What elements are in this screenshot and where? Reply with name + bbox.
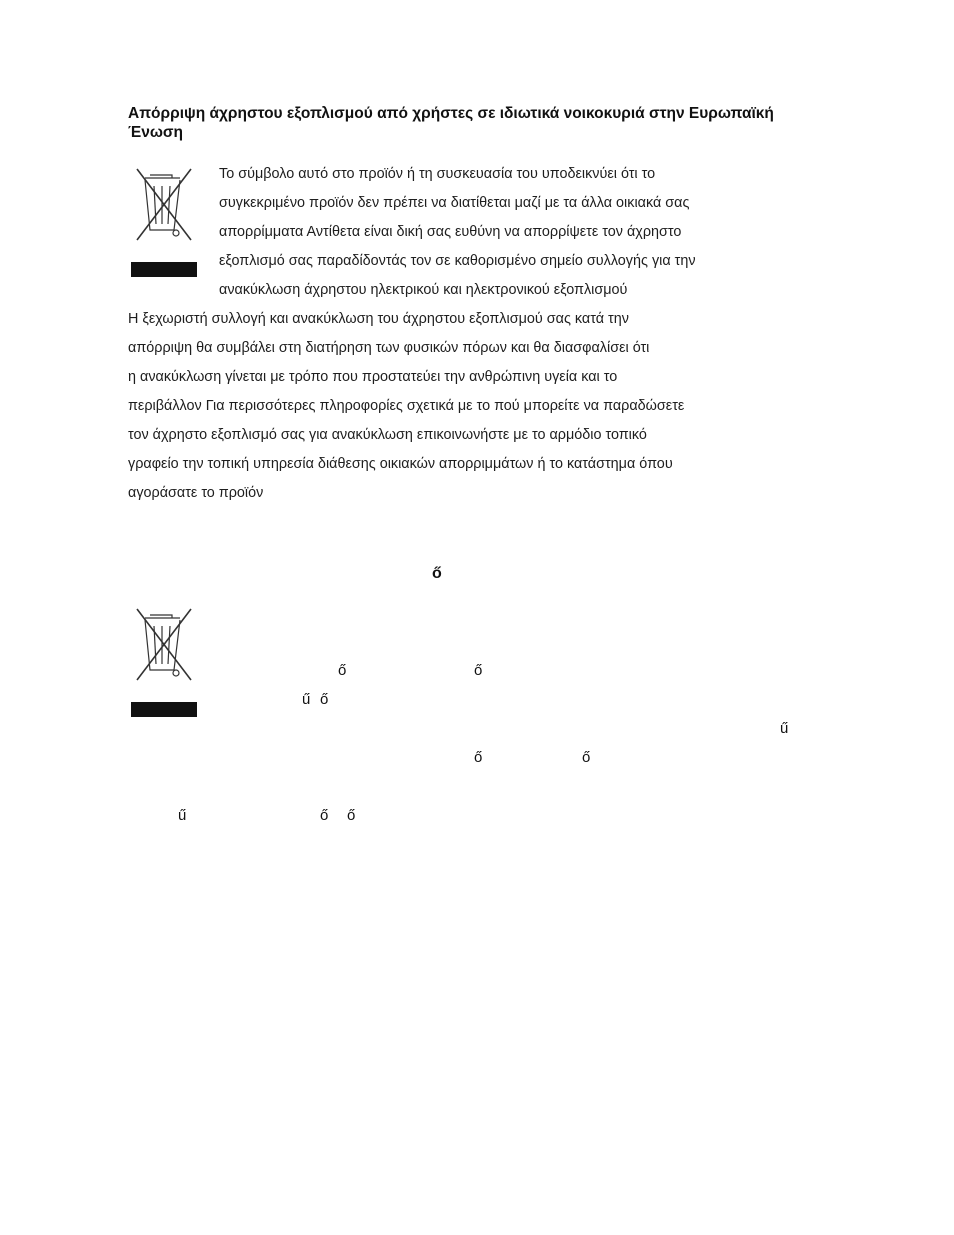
stray-glyph: ő xyxy=(320,807,329,824)
stray-glyph: ő xyxy=(347,807,356,824)
crossed-out-wheelie-bin-icon xyxy=(128,166,200,242)
stray-glyph: ő xyxy=(474,662,483,679)
stray-glyph: ő xyxy=(582,749,591,766)
stray-glyph: ő xyxy=(338,662,347,679)
intro-line-4: εξοπλισμό σας παραδίδοντάς τον σε καθορισμένο σημείο συλλογής για την xyxy=(219,253,696,269)
body-line-2: απόρριψη θα συμβάλει στη διατήρηση των φυσικών πόρων και θα διασφαλίσει ότι xyxy=(128,340,650,356)
stray-glyph: ű xyxy=(780,720,789,737)
section2-title-glyph: ő xyxy=(432,565,442,582)
body-line-7: αγοράσατε το προϊόν xyxy=(128,485,264,501)
intro-line-1: Το σύμβολο αυτό στο προϊόν ή τη συσκευασία του υποδεικνύει ότι το xyxy=(219,166,656,182)
black-bar-symbol xyxy=(131,262,197,277)
intro-line-5: ανακύκλωση άχρηστου ηλεκτρικού και ηλεκτρονικού εξοπλισμού xyxy=(219,282,628,298)
intro-line-3: απορρίμματα Αντίθετα είναι δική σας ευθύνη να απορρίψετε τον άχρηστο xyxy=(219,224,682,240)
body-line-1: Η ξεχωριστή συλλογή και ανακύκλωση του άχρηστου εξοπλισμού σας κατά την xyxy=(128,311,629,327)
stray-glyph: ő xyxy=(474,749,483,766)
stray-glyph: ő xyxy=(320,691,329,708)
intro-line-2: συγκεκριμένο προϊόν δεν πρέπει να διατίθεται μαζί με τα άλλα οικιακά σας xyxy=(219,195,690,211)
body-line-6: γραφείο την τοπική υπηρεσία διάθεσης οικιακών απορριμμάτων ή το κατάστημα όπου xyxy=(128,456,673,472)
black-bar-symbol xyxy=(131,702,197,717)
crossed-out-wheelie-bin-icon xyxy=(128,606,200,682)
section1-title: Απόρριψη άχρηστου εξοπλισμού από χρήστες σε ιδιωτικά νοικοκυριά στην Ευρωπαϊκή Ένωση xyxy=(128,105,774,141)
body-line-3: η ανακύκλωση γίνεται με τρόπο που προστατεύει την ανθρώπινη υγεία και το xyxy=(128,369,618,385)
stray-glyph: ű xyxy=(302,691,311,708)
stray-glyph: ű xyxy=(178,807,187,824)
body-line-4: περιβάλλον Για περισσότερες πληροφορίες σχετικά με το πού μπορείτε να παραδώσετε xyxy=(128,398,685,414)
body-line-5: τον άχρηστο εξοπλισμό σας για ανακύκλωση επικοινωνήστε με το αρμόδιο τοπικό xyxy=(128,427,647,443)
